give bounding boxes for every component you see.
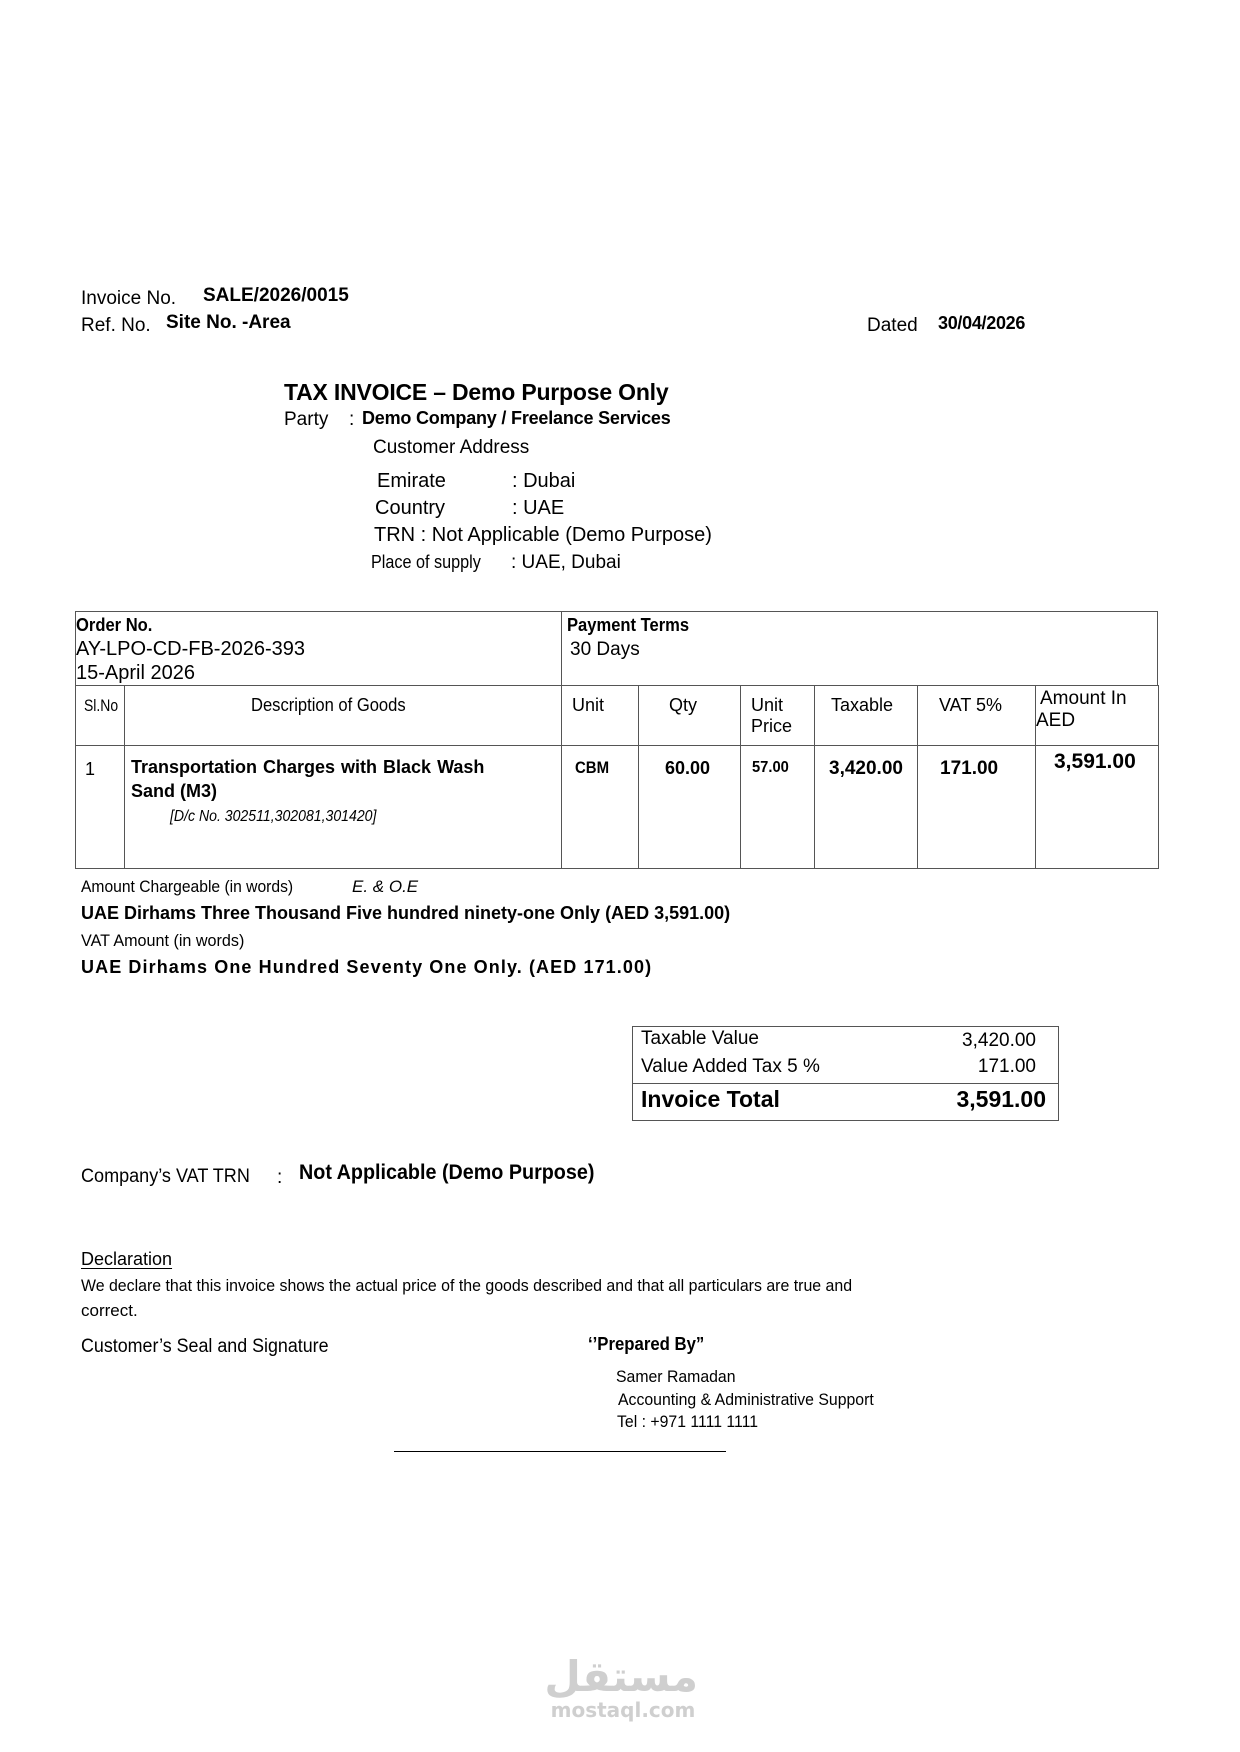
country-label: Country <box>375 497 446 519</box>
header-unit: Unit <box>572 695 605 715</box>
invoice-title: TAX INVOICE – Demo Purpose Only <box>284 379 669 405</box>
header-amount-line2: AED <box>1036 710 1076 731</box>
eoe-text: E. & O.E <box>352 877 419 896</box>
summary-separator <box>633 1083 1058 1084</box>
order-no-label: Order No. <box>76 615 153 635</box>
preparer-tel: Tel : +971 1111 1111 <box>617 1412 759 1431</box>
vat-words-text: UAE Dirhams One Hundred Seventy One Only. (AED 171.00) <box>81 957 653 977</box>
row-slno: 1 <box>85 759 96 779</box>
row-description-line2: Sand (M3) <box>131 781 218 801</box>
order-no-value: AY-LPO-CD-FB-2026-393 <box>76 638 305 660</box>
prepared-by-label: ‘’Prepared By” <box>588 1334 705 1354</box>
items-header-top-line <box>75 685 1159 686</box>
header-taxable: Taxable <box>831 695 894 715</box>
summary-vat-value: 171.00 <box>977 1056 1036 1077</box>
row-vat: 171.00 <box>940 758 999 779</box>
row-description-line1: Transportation Charges with Black Wash <box>131 757 485 777</box>
watermark-arabic: مستقل <box>544 1652 698 1701</box>
preparer-role: Accounting & Administrative Support <box>618 1390 874 1409</box>
company-vat-trn-label: Company’s VAT TRN <box>81 1166 250 1187</box>
header-amount-line1: Amount In <box>1040 688 1127 709</box>
row-taxable: 3,420.00 <box>829 758 903 779</box>
emirate-value: : Dubai <box>512 470 576 492</box>
place-of-supply-label: Place of supply <box>371 552 481 572</box>
payment-terms-value: 30 Days <box>570 639 640 660</box>
col-divider-taxable <box>814 685 815 869</box>
invoice-total-value: 3,591.00 <box>956 1086 1046 1112</box>
amount-words-label: Amount Chargeable (in words) <box>81 877 294 896</box>
trn-line: TRN : Not Applicable (Demo Purpose) <box>374 524 712 546</box>
header-slno: Sl.No <box>84 696 119 715</box>
dated-value: 30/04/2026 <box>938 313 1026 333</box>
invoice-no-label: Invoice No. <box>81 288 177 309</box>
col-divider-vat <box>917 685 918 869</box>
declaration-title: Declaration <box>81 1249 173 1269</box>
declaration-line-1: We declare that this invoice shows the actual price of the goods described and that all particulars are true and <box>81 1276 853 1295</box>
order-date: 15-April 2026 <box>76 662 195 684</box>
ref-no-label: Ref. No. <box>81 315 151 336</box>
items-header-bottom-line <box>75 745 1159 746</box>
place-of-supply-value: : UAE, Dubai <box>511 552 621 573</box>
order-table-right-edge <box>1157 611 1158 685</box>
summary-vat-label: Value Added Tax 5 % <box>641 1056 820 1077</box>
header-vat: VAT 5% <box>939 695 1003 715</box>
invoice-total-label: Invoice Total <box>641 1086 780 1112</box>
col-divider-unit-price <box>740 685 741 869</box>
col-divider-qty <box>638 685 639 869</box>
party-separator: : <box>349 409 355 430</box>
signature-line <box>394 1451 726 1452</box>
invoice-no-value: SALE/2026/0015 <box>203 285 349 306</box>
declaration-line-2: correct. <box>81 1301 138 1320</box>
row-qty: 60.00 <box>665 758 711 778</box>
company-vat-trn-separator: : <box>277 1167 283 1188</box>
row-amount: 3,591.00 <box>1054 750 1136 773</box>
party-label: Party <box>284 409 329 430</box>
header-description: Description of Goods <box>251 695 406 715</box>
header-unit-price-line2: Price <box>751 716 793 736</box>
company-vat-trn-value: Not Applicable (Demo Purpose) <box>299 1161 595 1184</box>
party-value: Demo Company / Freelance Services <box>362 408 671 428</box>
col-divider-unit <box>561 611 562 869</box>
amount-words-text: UAE Dirhams Three Thousand Five hundred ninety-one Only (AED 3,591.00) <box>81 903 731 923</box>
watermark-latin: mostaql.com <box>550 1698 696 1722</box>
header-qty: Qty <box>669 695 698 715</box>
items-table-right-edge <box>1158 685 1159 869</box>
ref-no-value: Site No. -Area <box>166 312 291 333</box>
customer-address-label: Customer Address <box>373 437 530 458</box>
customer-seal-signature-label: Customer’s Seal and Signature <box>81 1336 329 1357</box>
payment-terms-label: Payment Terms <box>567 615 690 635</box>
row-unit: CBM <box>575 758 610 777</box>
dated-label: Dated <box>867 315 918 336</box>
summary-taxable-value: 3,420.00 <box>962 1030 1036 1051</box>
header-unit-price-line1: Unit <box>751 695 784 715</box>
summary-taxable-label: Taxable Value <box>641 1028 759 1049</box>
mostaql-watermark <box>544 1652 698 1722</box>
preparer-name: Samer Ramadan <box>616 1367 736 1386</box>
row-unit-price: 57.00 <box>752 759 789 776</box>
row-dc-note: [D/c No. 302511,302081,301420] <box>170 808 377 825</box>
col-divider-slno <box>124 685 125 869</box>
country-value: : UAE <box>512 497 565 519</box>
vat-words-label: VAT Amount (in words) <box>81 931 245 950</box>
emirate-label: Emirate <box>377 470 446 492</box>
